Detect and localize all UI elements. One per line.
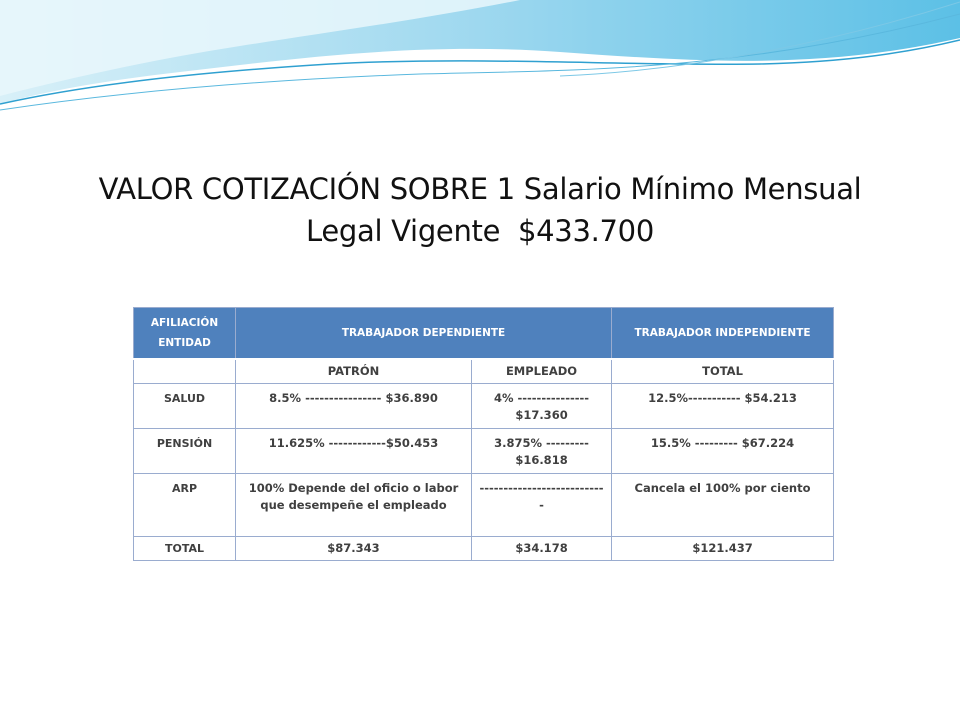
row-label-total: TOTAL: [134, 537, 236, 561]
cell-total-empleado: $34.178: [472, 537, 612, 561]
table-row: [134, 429, 834, 474]
cell-pension-total: 15.5% --------- $67.224: [612, 429, 834, 474]
cell-pension-empleado: 3.875% --------- $16.818: [472, 429, 612, 474]
table-subheader-row: [134, 359, 834, 384]
cell-total-total: $121.437: [612, 537, 834, 561]
cell-salud-patron: 8.5% ---------------- $36.890: [236, 384, 472, 429]
title-line-1: VALOR COTIZACIÓN SOBRE 1 Salario Mínimo Mensual: [98, 172, 862, 206]
page-title: [60, 168, 900, 252]
row-label-arp: ARP: [134, 474, 236, 537]
cell-total-patron: $87.343: [236, 537, 472, 561]
subheader-empleado: EMPLEADO: [472, 359, 612, 384]
table-row: [134, 384, 834, 429]
header-trabajador-independiente: TRABAJADOR INDEPENDIENTE: [612, 308, 834, 360]
cell-arp-empleado: -------------------------- -: [472, 474, 612, 537]
cell-salud-total: 12.5%----------- $54.213: [612, 384, 834, 429]
header-afiliacion-entidad: AFILIACIÓN ENTIDAD: [134, 308, 236, 360]
contribution-table: [133, 307, 834, 561]
cell-salud-empleado: 4% --------------- $17.360: [472, 384, 612, 429]
table-row: [134, 474, 834, 537]
header-trabajador-dependiente: TRABAJADOR DEPENDIENTE: [236, 308, 612, 360]
table-header-row: [134, 308, 834, 360]
cell-arp-patron: 100% Depende del oficio o labor que desempeñe el empleado: [236, 474, 472, 537]
row-label-salud: SALUD: [134, 384, 236, 429]
title-line-2: Legal Vigente $433.700: [306, 214, 654, 248]
table-total-row: [134, 537, 834, 561]
decorative-wave-banner: [0, 0, 960, 120]
cell-arp-total: Cancela el 100% por ciento: [612, 474, 834, 537]
cell-pension-patron: 11.625% ------------$50.453: [236, 429, 472, 474]
subheader-total: TOTAL: [612, 359, 834, 384]
subheader-patron: PATRÓN: [236, 359, 472, 384]
subheader-empty: [134, 359, 236, 384]
row-label-pension: PENSIÓN: [134, 429, 236, 474]
